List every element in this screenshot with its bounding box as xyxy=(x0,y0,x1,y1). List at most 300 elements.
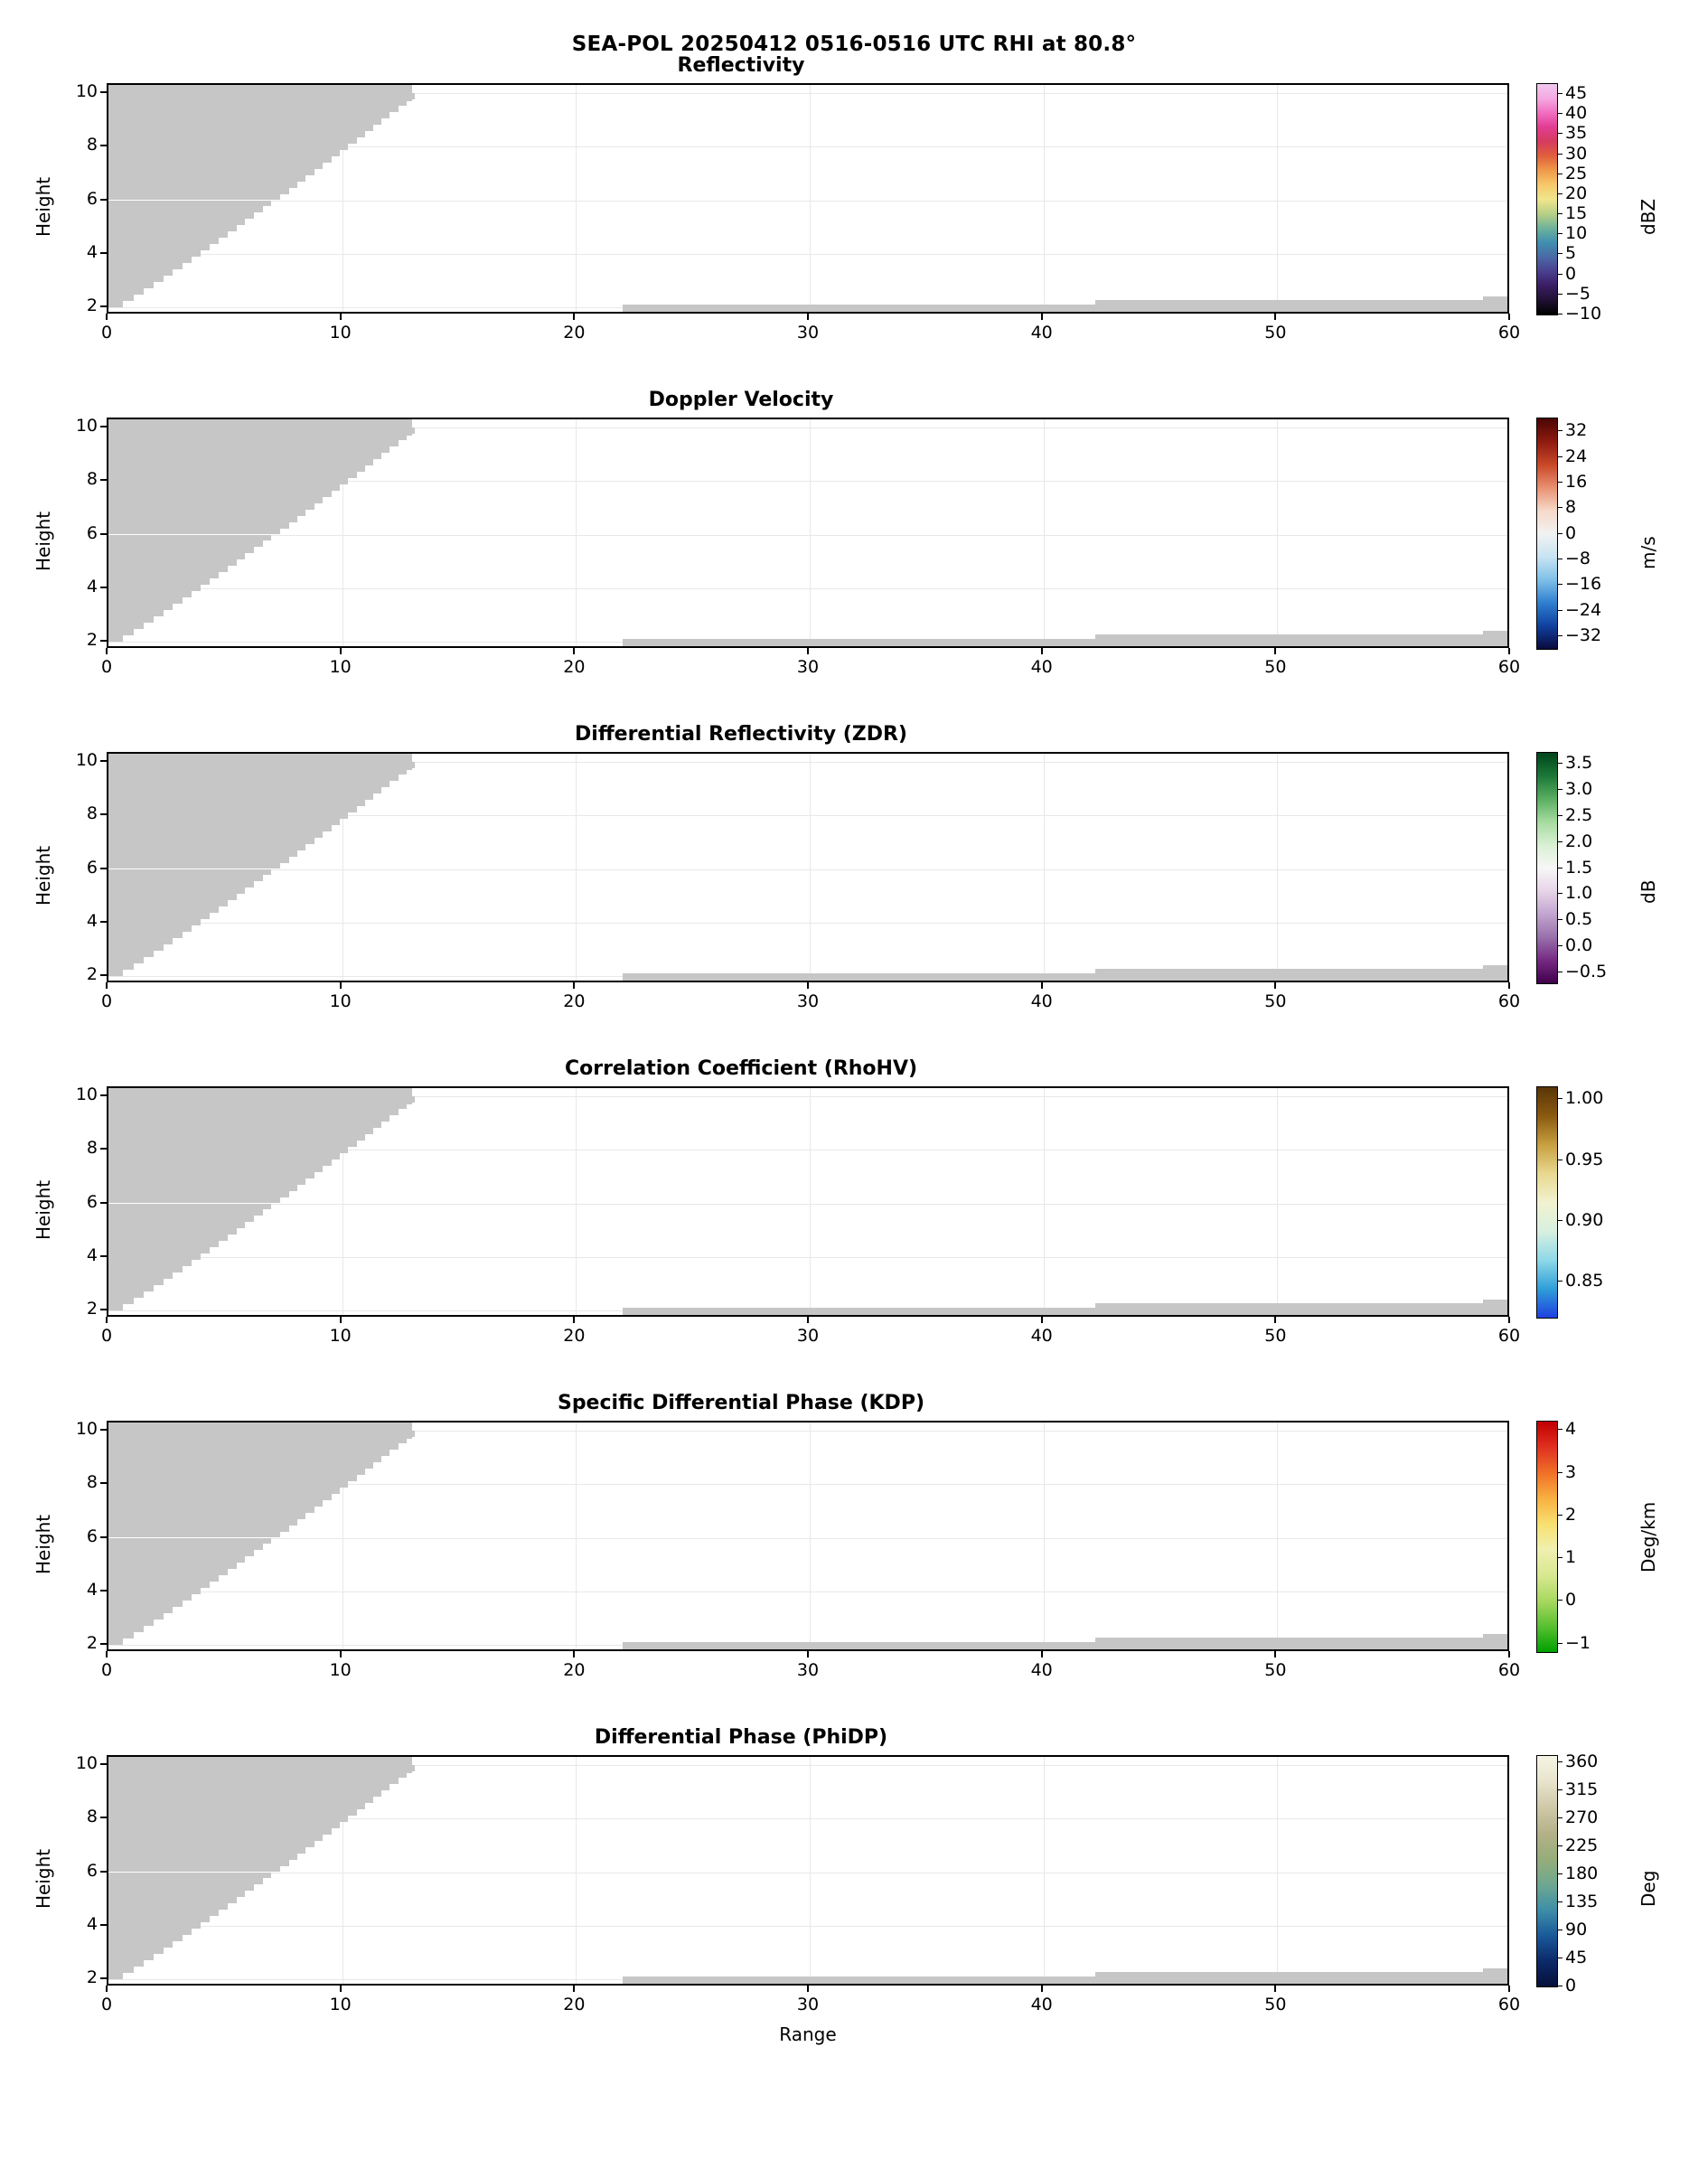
colorbar-unit-label: Deg xyxy=(1638,1870,1659,1907)
mask-wedge-step xyxy=(108,1582,210,1588)
colorbar-unit-label: dB xyxy=(1638,879,1659,904)
x-tick-label: 10 xyxy=(329,1326,352,1346)
colorbar-tick-mark xyxy=(1557,1557,1563,1558)
mask-wedge-step xyxy=(108,1166,323,1172)
mask-wedge-step xyxy=(108,1475,357,1481)
mask-wedge-step xyxy=(108,1469,365,1475)
mask-wedge-step xyxy=(108,194,280,201)
colorbar-tick-mark xyxy=(1557,93,1563,94)
colorbar xyxy=(1536,1755,1558,1987)
mask-wedge-step xyxy=(108,1172,314,1178)
mask-wedge-step xyxy=(108,857,289,863)
mask-wedge-step xyxy=(108,585,201,591)
mask-wedge-step xyxy=(108,212,254,219)
colorbar-tick-label: 40 xyxy=(1565,103,1588,124)
colorbar-tick-label: 0 xyxy=(1565,522,1577,543)
colorbar-tick-label: 0.90 xyxy=(1565,1209,1604,1230)
mask-wedge-step xyxy=(108,1784,389,1790)
y-tick-mark xyxy=(100,1094,107,1096)
mask-surface-band-far xyxy=(1095,1972,1483,1986)
x-tick-label: 20 xyxy=(563,1660,586,1680)
mask-wedge-step xyxy=(108,635,123,642)
x-tick-mark xyxy=(1508,1651,1510,1657)
mask-wedge-step xyxy=(108,1575,219,1582)
x-tick-mark xyxy=(807,314,809,320)
x-tick-label: 10 xyxy=(329,1995,352,2014)
mask-wedge-step xyxy=(108,1128,373,1134)
colorbar-unit-label: m/s xyxy=(1638,535,1659,569)
mask-wedge-step xyxy=(108,1601,183,1607)
y-tick-label: 10 xyxy=(75,80,98,101)
mask-wedge-step xyxy=(108,238,219,244)
x-tick-label: 50 xyxy=(1264,1660,1287,1680)
x-tick-label: 20 xyxy=(563,657,586,677)
mask-wedge-step xyxy=(108,793,373,800)
y-tick-mark xyxy=(100,921,107,923)
mask-wedge-step xyxy=(108,1778,399,1784)
y-tick-label: 8 xyxy=(86,1807,98,1827)
mask-wedge-step xyxy=(108,1941,173,1948)
colorbar-tick-mark xyxy=(1557,133,1563,134)
x-tick-label: 40 xyxy=(1030,1660,1053,1680)
mask-wedge-step xyxy=(108,1866,280,1873)
mask-wedge-step xyxy=(108,1481,348,1488)
mask-wedge-step xyxy=(108,863,280,869)
x-tick-mark xyxy=(106,1317,108,1323)
y-tick-mark xyxy=(100,587,107,588)
mask-wedge-step xyxy=(108,616,154,623)
mask-wedge-step xyxy=(108,800,365,806)
mask-wedge-step xyxy=(108,1835,323,1841)
y-tick-mark xyxy=(100,1924,107,1926)
mask-wedge-step xyxy=(108,1462,373,1469)
x-tick-mark xyxy=(573,648,575,654)
x-tick-mark xyxy=(106,1986,108,1992)
mask-wedge-step xyxy=(108,1519,297,1526)
mask-wedge-step xyxy=(108,1147,348,1153)
x-tick-label: 0 xyxy=(100,1326,113,1346)
y-tick-mark xyxy=(100,145,107,146)
mask-wedge-step xyxy=(108,1757,412,1773)
mask-wedge-step xyxy=(108,295,134,301)
colorbar-tick-label: −0.5 xyxy=(1565,962,1608,982)
mask-wedge-step xyxy=(108,559,237,566)
mask-wedge-step xyxy=(108,1185,297,1191)
mask-wedge-step xyxy=(108,1266,183,1272)
x-tick-mark xyxy=(807,1317,809,1323)
x-tick-mark xyxy=(1508,648,1510,654)
x-tick-label: 50 xyxy=(1264,657,1287,677)
gridline-vertical xyxy=(810,1757,811,1984)
plot-area xyxy=(107,1421,1509,1651)
y-tick-label: 6 xyxy=(86,522,98,543)
mask-wedge-step xyxy=(108,1272,173,1279)
y-tick-mark xyxy=(100,1643,107,1645)
colorbar xyxy=(1536,1086,1558,1319)
y-tick-mark xyxy=(100,1202,107,1204)
x-tick-label: 60 xyxy=(1497,657,1521,677)
colorbar-tick-mark xyxy=(1557,868,1563,869)
x-tick-mark xyxy=(1274,982,1276,989)
colorbar-tick-label: −32 xyxy=(1565,624,1602,645)
y-tick-label: 10 xyxy=(75,749,98,770)
mask-wedge-step xyxy=(108,269,173,276)
gridline-vertical xyxy=(576,1423,577,1649)
gridline-horizontal xyxy=(108,254,1507,255)
x-tick-label: 10 xyxy=(329,657,352,677)
plot-area xyxy=(107,1755,1509,1986)
mask-wedge-step xyxy=(108,1134,365,1141)
gridline-vertical xyxy=(1044,1423,1045,1649)
mask-wedge-step xyxy=(108,1803,365,1809)
mask-wedge-step xyxy=(108,1809,357,1816)
x-tick-label: 20 xyxy=(563,1326,586,1346)
mask-surface-band-mid xyxy=(623,1642,1095,1651)
mask-wedge-step xyxy=(108,163,323,169)
colorbar-tick-label: 20 xyxy=(1565,183,1588,203)
mask-wedge-step xyxy=(108,112,389,118)
x-tick-label: 20 xyxy=(563,1995,586,2014)
mask-wedge-step xyxy=(108,156,332,163)
x-tick-label: 40 xyxy=(1030,1995,1053,2014)
colorbar-tick-label: 45 xyxy=(1565,83,1588,104)
gridline-vertical xyxy=(1044,1757,1045,1984)
mask-wedge-step xyxy=(108,282,154,288)
colorbar-tick-mark xyxy=(1557,1472,1563,1473)
mask-wedge-step xyxy=(108,1878,263,1884)
x-tick-label: 20 xyxy=(563,323,586,343)
mask-wedge-step xyxy=(108,201,271,207)
mask-wedge-step xyxy=(108,1260,192,1266)
gridline-horizontal xyxy=(108,535,1507,536)
y-tick-label: 8 xyxy=(86,1472,98,1493)
x-tick-label: 0 xyxy=(100,323,113,343)
mask-wedge-step xyxy=(108,465,365,472)
mask-wedge-step xyxy=(108,231,228,238)
mask-wedge-step xyxy=(108,894,237,900)
x-tick-label: 30 xyxy=(796,991,820,1011)
x-tick-mark xyxy=(573,314,575,320)
x-tick-mark xyxy=(1508,314,1510,320)
gridline-vertical xyxy=(1277,1423,1278,1649)
mask-wedge-step xyxy=(108,869,271,876)
mask-surface-band-far xyxy=(1095,1638,1483,1651)
colorbar-tick-mark xyxy=(1557,1873,1563,1874)
x-tick-mark xyxy=(1508,982,1510,989)
mask-wedge-step xyxy=(108,1197,280,1204)
x-tick-mark xyxy=(573,1986,575,1992)
x-tick-label: 50 xyxy=(1264,1995,1287,2014)
plot-area xyxy=(107,752,1509,982)
mask-wedge-step xyxy=(108,1115,389,1122)
x-tick-mark xyxy=(573,1651,575,1657)
y-tick-label: 4 xyxy=(86,1579,98,1600)
x-tick-label: 50 xyxy=(1264,323,1287,343)
mask-wedge-step xyxy=(108,529,280,535)
mask-wedge-step xyxy=(108,1632,134,1638)
colorbar-tick-label: 25 xyxy=(1565,163,1588,183)
x-tick-label: 0 xyxy=(100,1995,113,2014)
colorbar-tick-label: 0.95 xyxy=(1565,1149,1604,1169)
y-tick-label: 2 xyxy=(86,964,98,985)
mask-wedge-step xyxy=(108,1626,144,1632)
y-tick-mark xyxy=(100,1482,107,1484)
colorbar-tick-mark xyxy=(1557,635,1563,636)
y-tick-mark xyxy=(100,1977,107,1979)
mask-wedge-step xyxy=(108,516,297,522)
colorbar-tick-label: 0.85 xyxy=(1565,1270,1604,1291)
panel-3 xyxy=(0,723,1708,1021)
gridline-vertical xyxy=(576,419,577,646)
colorbar-tick-mark xyxy=(1557,233,1563,234)
x-tick-mark xyxy=(106,982,108,989)
mask-wedge-step xyxy=(108,812,348,819)
colorbar-tick-mark xyxy=(1557,456,1563,457)
x-tick-mark xyxy=(1041,314,1043,320)
mask-wedge-step xyxy=(108,754,412,770)
mask-wedge-step xyxy=(108,1588,201,1594)
y-tick-mark xyxy=(100,91,107,93)
gridline-vertical xyxy=(576,754,577,981)
gridline-vertical xyxy=(1277,85,1278,312)
mask-wedge-step xyxy=(108,1153,340,1160)
mask-wedge-step xyxy=(108,819,340,825)
mask-wedge-step xyxy=(108,1279,164,1285)
mask-wedge-step xyxy=(108,1228,237,1235)
colorbar-unit-label: dBZ xyxy=(1638,198,1659,235)
x-tick-label: 40 xyxy=(1030,657,1053,677)
mask-surface-band-far xyxy=(1095,634,1483,648)
mask-wedge-step xyxy=(108,1109,399,1115)
mask-wedge-step xyxy=(108,831,323,838)
mask-wedge-step xyxy=(108,1960,144,1967)
colorbar-tick-mark xyxy=(1557,584,1563,585)
x-tick-mark xyxy=(807,648,809,654)
mask-surface-band-mid xyxy=(623,639,1095,648)
colorbar-tick-label: −5 xyxy=(1565,283,1591,304)
x-tick-mark xyxy=(1041,1986,1043,1992)
colorbar-tick-mark xyxy=(1557,1098,1563,1099)
gridline-horizontal xyxy=(108,869,1507,870)
mask-wedge-step xyxy=(108,963,134,970)
y-tick-mark xyxy=(100,1148,107,1150)
mask-wedge-step xyxy=(108,1594,192,1601)
mask-wedge-step xyxy=(108,257,192,263)
mask-wedge-step xyxy=(108,484,340,491)
mask-wedge-step xyxy=(108,288,144,295)
mask-surface-band-far xyxy=(1095,969,1483,982)
x-tick-label: 50 xyxy=(1264,1326,1287,1346)
y-tick-mark xyxy=(100,252,107,254)
x-tick-mark xyxy=(340,1986,342,1992)
mask-wedge-step xyxy=(108,547,254,553)
y-tick-label: 8 xyxy=(86,135,98,155)
x-tick-mark xyxy=(1274,1986,1276,1992)
mask-wedge-step xyxy=(108,957,144,963)
mask-wedge-step xyxy=(108,775,399,781)
mask-wedge-step xyxy=(108,150,340,156)
panel-4 xyxy=(0,1057,1708,1356)
mask-wedge-step xyxy=(108,453,381,459)
x-tick-mark xyxy=(1274,648,1276,654)
mask-wedge-step xyxy=(108,566,228,572)
mask-wedge-step xyxy=(108,938,173,944)
mask-wedge-step xyxy=(108,540,263,547)
y-axis-label: Height xyxy=(33,176,54,237)
colorbar-tick-mark xyxy=(1557,213,1563,214)
y-tick-mark xyxy=(100,305,107,307)
panel-2 xyxy=(0,389,1708,687)
x-tick-label: 10 xyxy=(329,1660,352,1680)
mask-wedge-step xyxy=(108,263,183,269)
mask-wedge-step xyxy=(108,844,305,850)
x-tick-mark xyxy=(106,648,108,654)
mask-wedge-step xyxy=(108,440,399,446)
mask-wedge-step xyxy=(108,1222,245,1228)
gridline-vertical xyxy=(576,85,577,312)
colorbar-tick-label: 15 xyxy=(1565,203,1588,224)
colorbar-tick-label: 1 xyxy=(1565,1547,1577,1568)
x-tick-mark xyxy=(1274,1317,1276,1323)
y-tick-mark xyxy=(100,1817,107,1818)
mask-wedge-step xyxy=(108,276,164,282)
x-tick-mark xyxy=(573,1317,575,1323)
x-tick-mark xyxy=(340,1317,342,1323)
y-tick-mark xyxy=(100,1429,107,1431)
gridline-horizontal xyxy=(108,1204,1507,1205)
mask-wedge-step xyxy=(108,1550,254,1556)
panel-title: Differential Reflectivity (ZDR) xyxy=(575,723,907,746)
mask-wedge-step xyxy=(108,1304,123,1310)
y-tick-mark xyxy=(100,199,107,201)
y-tick-mark xyxy=(100,640,107,642)
y-tick-mark xyxy=(100,813,107,815)
colorbar-tick-label: 16 xyxy=(1565,471,1588,492)
mask-wedge-step xyxy=(108,970,123,976)
mask-wedge-step xyxy=(108,591,192,597)
mask-wedge-step xyxy=(108,535,271,541)
x-tick-mark xyxy=(573,982,575,989)
mask-surface-step-edge xyxy=(1483,1968,1509,1986)
gridline-horizontal xyxy=(108,588,1507,589)
mask-wedge-step xyxy=(108,1841,314,1847)
y-tick-label: 2 xyxy=(86,1967,98,1988)
x-tick-label: 30 xyxy=(796,657,820,677)
mask-wedge-step xyxy=(108,1873,271,1879)
mask-wedge-step xyxy=(108,1423,412,1439)
colorbar-tick-label: 3.0 xyxy=(1565,778,1593,799)
colorbar-tick-label: 5 xyxy=(1565,243,1577,264)
x-tick-label: 60 xyxy=(1497,1326,1521,1346)
x-tick-label: 50 xyxy=(1264,991,1287,1011)
y-tick-label: 4 xyxy=(86,241,98,262)
gridline-horizontal xyxy=(108,1257,1507,1258)
mask-wedge-step xyxy=(108,1638,123,1645)
mask-wedge-step xyxy=(108,629,134,635)
mask-wedge-step xyxy=(108,244,210,250)
mask-wedge-step xyxy=(108,553,245,559)
x-tick-mark xyxy=(106,314,108,320)
panel-title: Correlation Coefficient (RhoHV) xyxy=(564,1057,918,1080)
gridline-vertical xyxy=(810,85,811,312)
colorbar-tick-label: −10 xyxy=(1565,304,1602,324)
colorbar-tick-mark xyxy=(1557,1515,1563,1516)
y-tick-mark xyxy=(100,533,107,535)
gridline-vertical xyxy=(810,1423,811,1649)
mask-wedge-step xyxy=(108,1443,399,1450)
mask-wedge-step xyxy=(108,497,323,503)
mask-wedge-step xyxy=(108,131,365,137)
colorbar xyxy=(1536,1421,1558,1653)
mask-wedge-step xyxy=(108,1891,245,1897)
colorbar-tick-label: 45 xyxy=(1565,1947,1588,1967)
mask-wedge-step xyxy=(108,106,399,112)
x-tick-mark xyxy=(1041,1651,1043,1657)
mask-wedge-step xyxy=(108,1141,357,1147)
mask-wedge-step xyxy=(108,446,389,453)
colorbar-tick-label: 315 xyxy=(1565,1779,1599,1799)
mask-wedge-step xyxy=(108,1613,164,1620)
mask-wedge-step xyxy=(108,1910,219,1916)
mask-wedge-step xyxy=(108,578,210,585)
mask-wedge-step xyxy=(108,906,219,913)
gridline-horizontal xyxy=(108,1926,1507,1927)
x-tick-label: 0 xyxy=(100,991,113,1011)
mask-wedge-step xyxy=(108,875,263,881)
mask-wedge-step xyxy=(108,137,357,144)
mask-wedge-step xyxy=(108,1204,271,1210)
y-tick-label: 4 xyxy=(86,576,98,596)
figure-suptitle: SEA-POL 20250412 0516-0516 UTC RHI at 80.8° xyxy=(571,33,1137,56)
mask-wedge-step xyxy=(108,881,254,887)
colorbar-tick-mark xyxy=(1557,1789,1563,1790)
mask-wedge-step xyxy=(108,1854,297,1860)
colorbar-tick-mark xyxy=(1557,533,1563,534)
x-tick-mark xyxy=(807,1651,809,1657)
x-tick-mark xyxy=(1274,1651,1276,1657)
mask-wedge-step xyxy=(108,522,289,529)
mask-wedge-step xyxy=(108,1822,340,1828)
x-tick-label: 10 xyxy=(329,991,352,1011)
mask-wedge-step xyxy=(108,919,201,925)
mask-wedge-step xyxy=(108,1556,245,1563)
mask-wedge-step xyxy=(108,1607,173,1613)
mask-surface-band-mid xyxy=(623,1308,1095,1317)
y-tick-mark xyxy=(100,1309,107,1310)
y-tick-label: 6 xyxy=(86,1526,98,1546)
colorbar-tick-mark xyxy=(1557,1429,1563,1430)
mask-wedge-step xyxy=(108,1122,381,1128)
mask-wedge-step xyxy=(108,913,210,919)
y-tick-label: 4 xyxy=(86,910,98,931)
colorbar-tick-label: 225 xyxy=(1565,1835,1599,1855)
mask-wedge-step xyxy=(108,951,154,957)
mask-wedge-step xyxy=(108,623,144,629)
colorbar-tick-label: 35 xyxy=(1565,123,1588,144)
mask-wedge-step xyxy=(108,1828,332,1835)
mask-wedge-step xyxy=(108,1532,280,1538)
colorbar-tick-mark xyxy=(1557,274,1563,275)
plot-area xyxy=(107,83,1509,314)
mask-wedge-step xyxy=(108,850,297,857)
colorbar-tick-label: 3.5 xyxy=(1565,752,1593,773)
colorbar-tick-mark xyxy=(1557,841,1563,842)
colorbar-tick-mark xyxy=(1557,945,1563,946)
panel-title: Doppler Velocity xyxy=(648,389,834,411)
mask-wedge-step xyxy=(108,572,219,578)
mask-wedge-step xyxy=(108,503,314,510)
mask-wedge-step xyxy=(108,1916,210,1922)
